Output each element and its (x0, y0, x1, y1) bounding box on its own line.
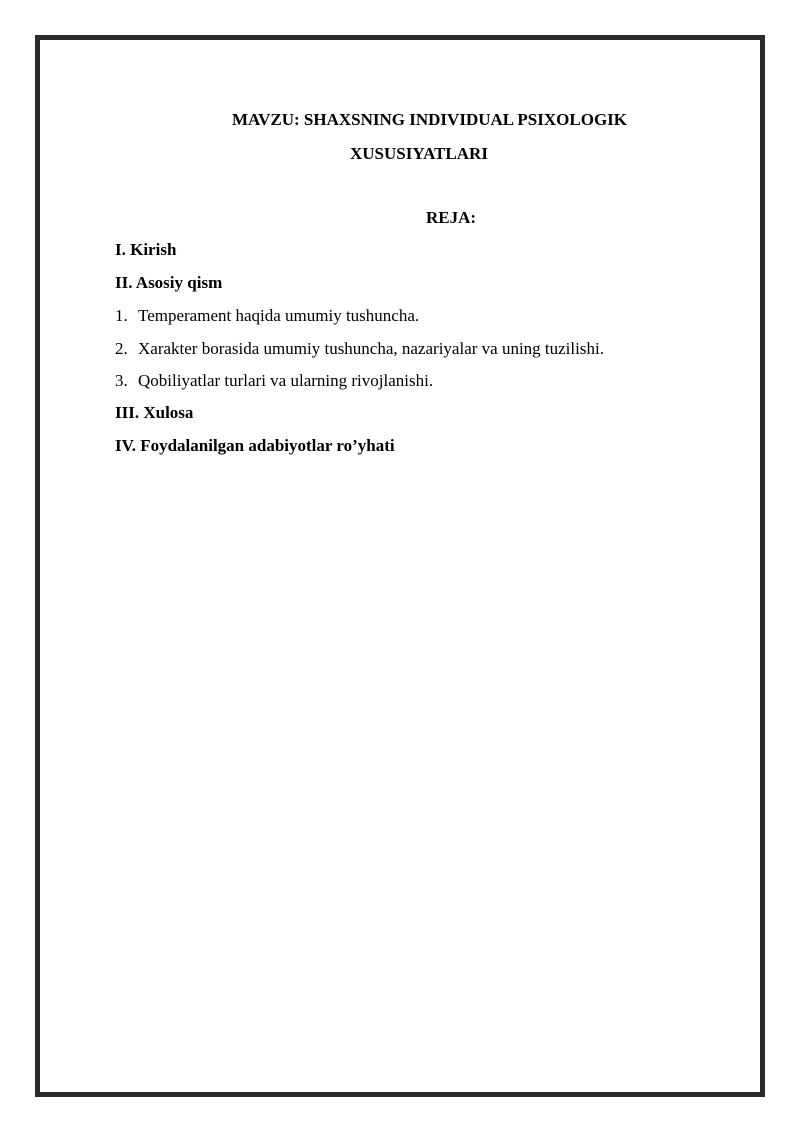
plan-heading: REJA: (426, 208, 477, 227)
plan-item-references: IV. Foydalanilgan adabiyotlar ro’yhati (115, 436, 395, 455)
plan-subitem (115, 371, 433, 391)
plan-item-introduction: I. Kirish (115, 240, 177, 259)
document-title-line-2: XUSUSIYATLARI (350, 144, 488, 163)
document-title-line-1: MAVZU: SHAXSNING INDIVIDUAL PSIXOLOGIK (232, 110, 628, 129)
plan-subitem-text: Xarakter borasida umumiy tushuncha, nazariyalar va uning tuzilishi. (138, 339, 604, 358)
plan-subitem-number: 1. (115, 306, 128, 325)
plan-subitem-number: 3. (115, 371, 128, 390)
plan-item-conclusion: III. Xulosa (115, 403, 194, 422)
plan-subitem-text: Qobiliyatlar turlari va ularning rivojlanishi. (138, 371, 434, 390)
page-border-frame (35, 35, 765, 1097)
plan-subitem (115, 306, 419, 326)
plan-subitem (115, 339, 604, 359)
plan-subitem-text: Temperament haqida umumiy tushuncha. (138, 306, 420, 325)
plan-item-main-part: II. Asosiy qism (115, 273, 223, 292)
plan-subitem-number: 2. (115, 339, 128, 358)
